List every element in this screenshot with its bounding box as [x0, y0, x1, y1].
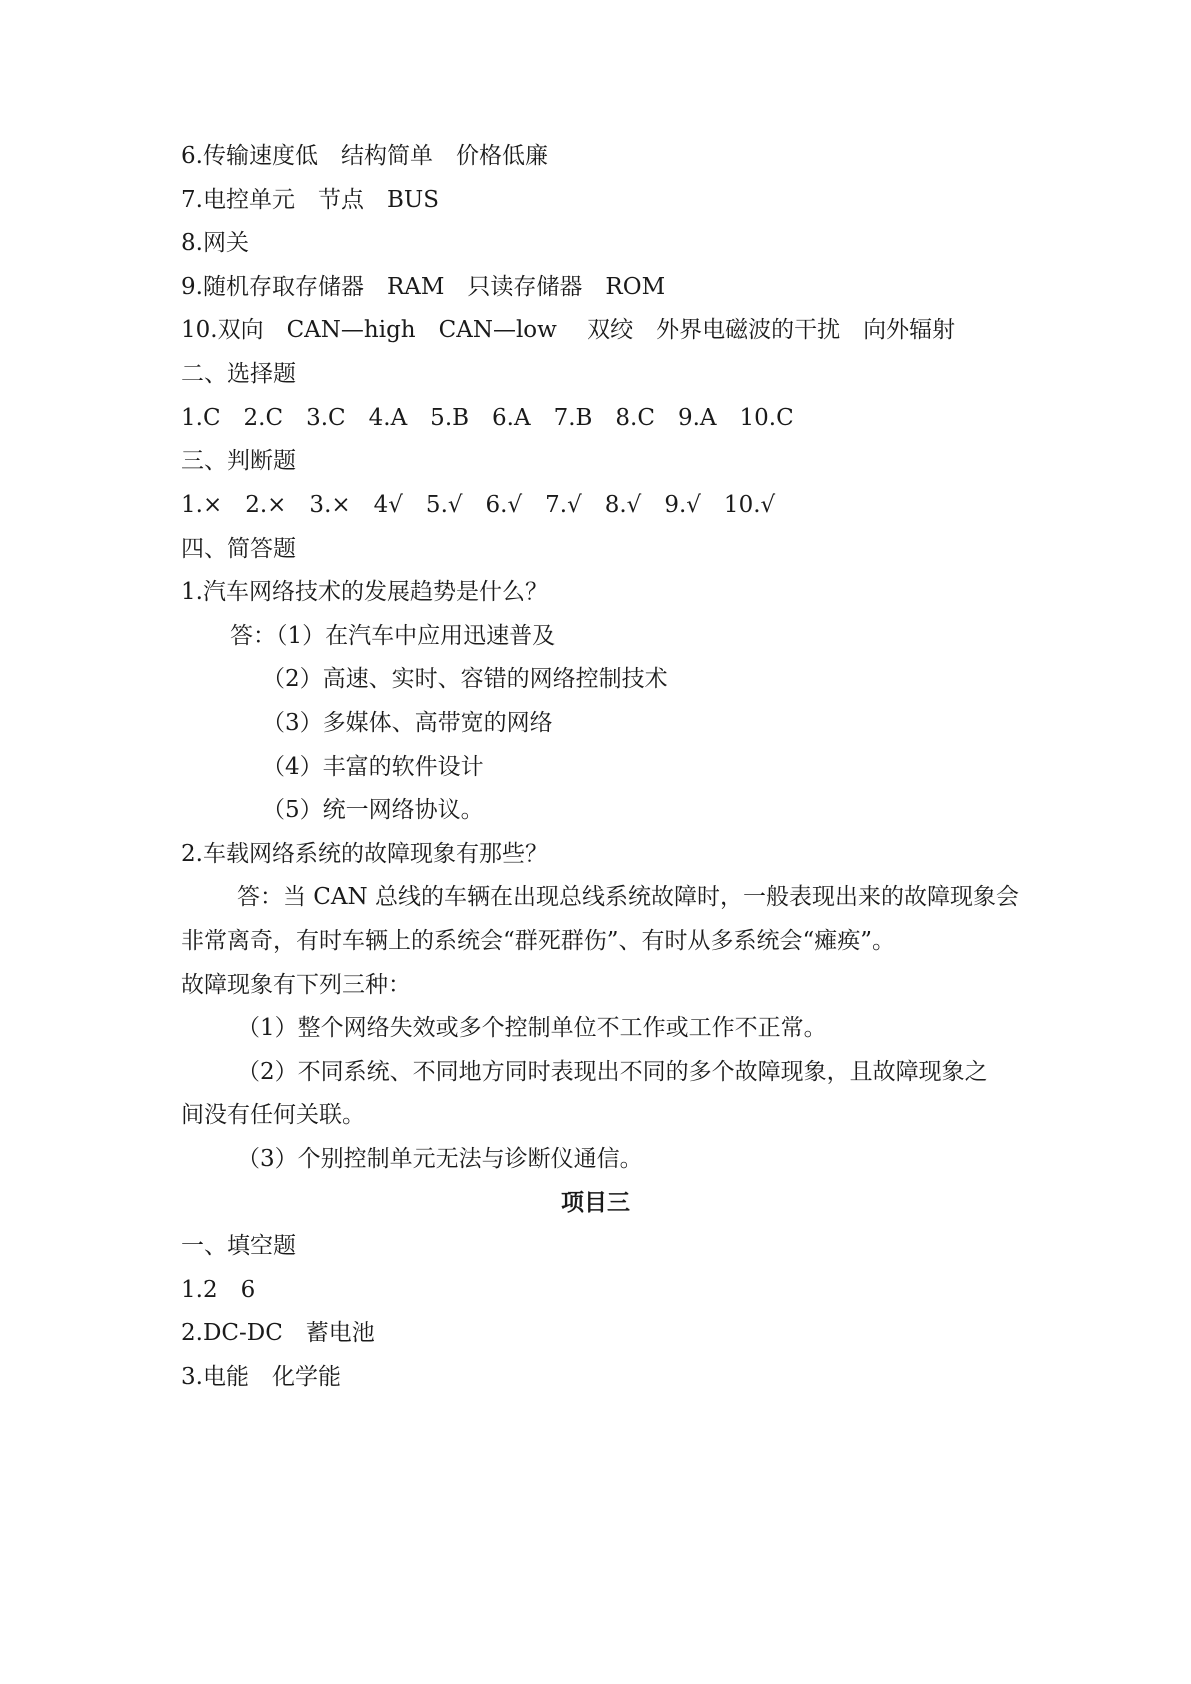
project-3-fill-answer-3: 3.电能 化学能	[181, 1364, 341, 1390]
question-1: 1.汽车网络技术的发展趋势是什么？	[181, 579, 548, 605]
question-1-point-4: （4）丰富的软件设计	[262, 754, 484, 780]
question-2: 2.车载网络系统的故障现象有那些？	[181, 841, 548, 867]
short-answer-heading: 四、简答题	[181, 536, 296, 562]
choice-answers: 1.C 2.C 3.C 4.A 5.B 6.A 7.B 8.C 9.A 10.C	[181, 405, 794, 431]
project-3-title: 项目三	[561, 1189, 630, 1216]
question-1-point-5: （5）统一网络协议。	[262, 797, 484, 823]
question-1-answer-lead: 答：（1）在汽车中应用迅速普及	[230, 623, 556, 649]
fill-answer-9: 9.随机存取存储器 RAM 只读存储器 ROM	[181, 274, 666, 300]
question-2-answer-line-2: 非常离奇，有时车辆上的系统会“群死群伤”、有时从多系统会“瘫痪”。	[181, 928, 896, 954]
project-3-fill-heading: 一、填空题	[181, 1233, 296, 1259]
question-2-intro: 故障现象有下列三种：	[181, 972, 411, 998]
judge-heading: 三、判断题	[181, 448, 296, 474]
project-3-fill-answer-2: 2.DC-DC 蓄电池	[181, 1320, 375, 1346]
question-2-point-1: （1）整个网络失效或多个控制单位不工作或工作不正常。	[237, 1015, 827, 1041]
question-2-point-3: （3）个别控制单元无法与诊断仪通信。	[237, 1146, 643, 1172]
project-3-fill-answer-1: 1.2 6	[181, 1277, 256, 1303]
question-2-answer-line-1: 答：当 CAN 总线的车辆在出现总线系统故障时，一般表现出来的故障现象会	[237, 884, 1019, 910]
fill-answer-8: 8.网关	[181, 230, 249, 256]
question-1-point-2: （2）高速、实时、容错的网络控制技术	[262, 666, 668, 692]
choice-heading: 二、选择题	[181, 361, 296, 387]
fill-answer-6: 6.传输速度低 结构简单 价格低廉	[181, 143, 548, 169]
question-2-point-2-cont: 间没有任何关联。	[181, 1102, 365, 1128]
question-1-point-3: （3）多媒体、高带宽的网络	[262, 710, 553, 736]
fill-answer-10: 10.双向 CAN—high CAN—low 双绞 外界电磁波的干扰 向外辐射	[181, 317, 956, 343]
judge-answers: 1.× 2.× 3.× 4√ 5.√ 6.√ 7.√ 8.√ 9.√ 10.√	[181, 492, 776, 518]
question-2-point-2: （2）不同系统、不同地方同时表现出不同的多个故障现象，且故障现象之	[237, 1059, 988, 1085]
fill-answer-7: 7.电控单元 节点 BUS	[181, 187, 439, 213]
